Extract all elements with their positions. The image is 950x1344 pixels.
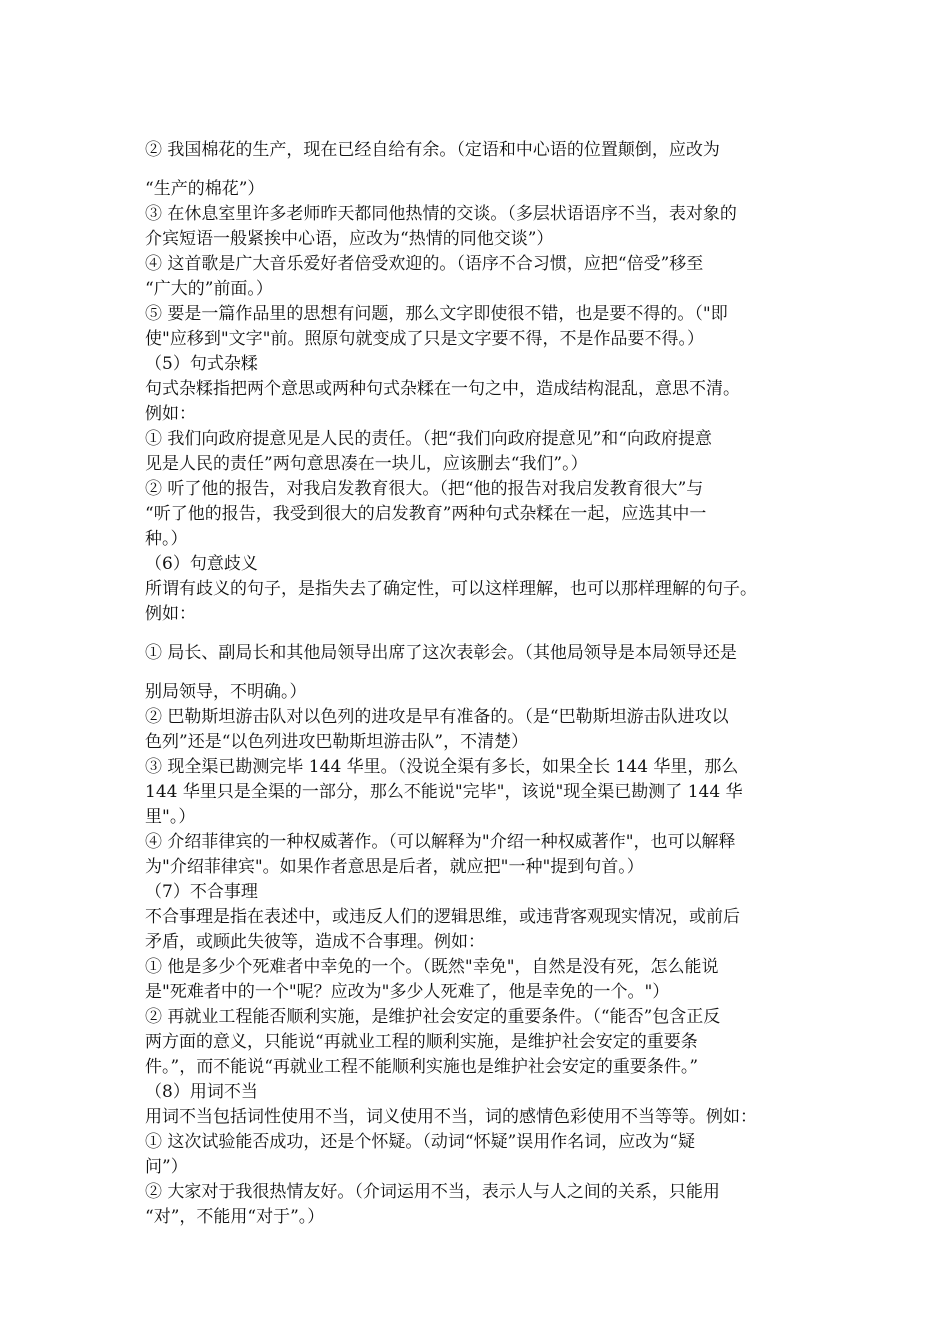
section-heading: （6）句意歧义 <box>145 554 258 574</box>
text-line: 见是人民的责任”两句意思凑在一块儿，应该删去“我们”。） <box>145 454 588 474</box>
text-line: ② 巴勒斯坦游击队对以色列的进攻是早有准备的。（是“巴勒斯坦游击队进攻以 <box>145 707 729 727</box>
text-line: 为"介绍菲律宾"。如果作者意思是后者，就应把"一种"提到句首。） <box>145 857 644 877</box>
text-line: 别局领导，不明确。） <box>145 682 307 702</box>
text-line: 种。） <box>145 529 188 549</box>
text-line: ① 这次试验能否成功，还是个怀疑。（动词“怀疑”误用作名词，应改为“疑 <box>145 1132 695 1152</box>
section-heading: （8）用词不当 <box>145 1082 258 1102</box>
text-line: 144 华里只是全渠的一部分，那么不能说"完毕"，该说"现全渠已勘测了 144 华 <box>145 782 743 802</box>
text-line: 矛盾，或顾此失彼等，造成不合事理。例如： <box>145 932 485 952</box>
text-line: ④ 这首歌是广大音乐爱好者倍受欢迎的。（语序不合习惯，应把“倍受”移至 <box>145 254 704 274</box>
text-line: ⑤ 要是一篇作品里的思想有问题，那么文字即使很不错，也是要不得的。（"即 <box>145 304 728 324</box>
text-line: 使"应移到"文字"前。照原句就变成了只是文字要不得，不是作品要不得。） <box>145 329 704 349</box>
text-line: 件。”，而不能说“再就业工程不能顺利实施也是维护社会安定的重要条件。” <box>145 1057 699 1077</box>
text-line: ② 我国棉花的生产，现在已经自给有余。（定语和中心语的位置颠倒，应改为 <box>145 140 720 160</box>
text-line: 所谓有歧义的句子，是指失去了确定性，可以这样理解，也可以那样理解的句子。 <box>145 579 757 599</box>
text-line: 是"死难者中的一个"呢？应改为"多少人死难了，他是幸免的一个。"） <box>145 982 670 1002</box>
text-line: 不合事理是指在表述中，或违反人们的逻辑思维，或违背客观现实情况，或前后 <box>145 907 740 927</box>
text-line: 色列”还是“以色列进攻巴勒斯坦游击队”，不清楚） <box>145 732 529 752</box>
section-heading: （7）不合事理 <box>145 882 258 902</box>
text-line: 介宾短语一般紧挨中心语，应改为“热情的同他交谈”） <box>145 229 554 249</box>
text-line: ③ 现全渠已勘测完毕 144 华里。（没说全渠有多长，如果全长 144 华里，那么 <box>145 757 739 777</box>
text-line: ② 听了他的报告，对我启发教育很大。（把“他的报告对我启发教育很大”与 <box>145 479 704 499</box>
text-line: ② 再就业工程能否顺利实施，是维护社会安定的重要条件。（“能否”包含正反 <box>145 1007 721 1027</box>
text-line: ② 大家对于我很热情友好。（介词运用不当，表示人与人之间的关系，只能用 <box>145 1182 720 1202</box>
text-line: ① 他是多少个死难者中幸免的一个。（既然"幸免"，自然是没有死，怎么能说 <box>145 957 719 977</box>
text-line: “对”，不能用“对于”。） <box>145 1207 325 1227</box>
text-line: ③ 在休息室里许多老师昨天都同他热情的交谈。（多层状语语序不当，表对象的 <box>145 204 737 224</box>
text-line: 里"。） <box>145 807 196 827</box>
text-line: ① 局长、副局长和其他局领导出席了这次表彰会。（其他局领导是本局领导还是 <box>145 643 737 663</box>
text-line: 用词不当包括词性使用不当，词义使用不当，词的感情色彩使用不当等等。例如： <box>145 1107 757 1127</box>
text-line: ④ 介绍菲律宾的一种权威著作。（可以解释为"介绍一种权威著作"，也可以解释 <box>145 832 736 852</box>
text-line: “生产的棉花”） <box>145 179 265 199</box>
text-line: 两方面的意义，只能说“再就业工程的顺利实施，是维护社会安定的重要条 <box>145 1032 698 1052</box>
section-heading: （5）句式杂糅 <box>145 354 258 374</box>
text-line: “听了他的报告，我受到很大的启发教育”两种句式杂糅在一起，应选其中一 <box>145 504 707 524</box>
text-line: 问”） <box>145 1157 188 1177</box>
text-line: ① 我们向政府提意见是人民的责任。（把“我们向政府提意见”和“向政府提意 <box>145 429 712 449</box>
text-line: 例如： <box>145 404 196 424</box>
document-page <box>145 138 810 1230</box>
text-line: 例如： <box>145 604 196 624</box>
text-line: 句式杂糅指把两个意思或两种句式杂糅在一句之中，造成结构混乱，意思不清。 <box>145 379 740 399</box>
text-line: “广大的”前面。） <box>145 279 273 299</box>
